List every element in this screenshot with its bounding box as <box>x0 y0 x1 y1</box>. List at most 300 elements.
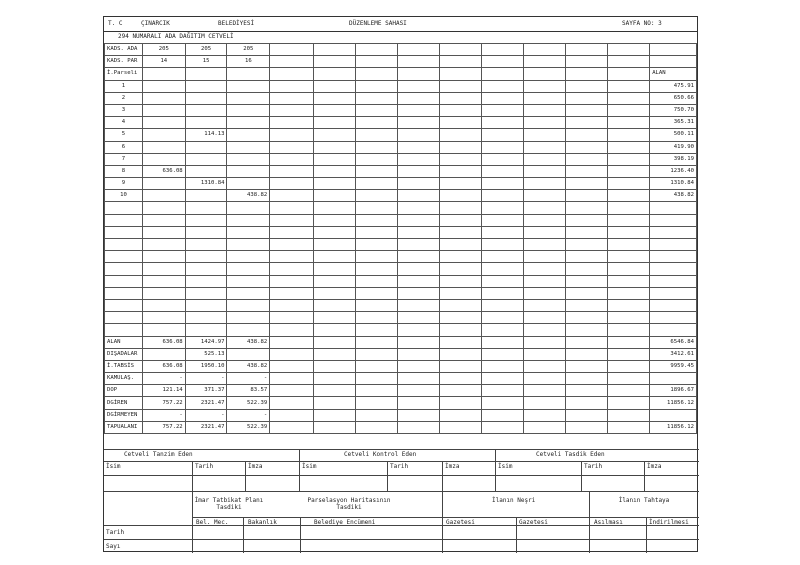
footer-rule <box>104 475 699 476</box>
empty-cell <box>185 324 227 336</box>
empty-cell <box>523 104 565 116</box>
footer-rule <box>300 517 301 553</box>
footer-rule <box>299 449 300 491</box>
empty-cell <box>439 56 481 68</box>
footer-rule <box>104 539 699 540</box>
empty-cell <box>356 104 397 116</box>
empty-cell <box>313 104 355 116</box>
empty-cell <box>607 153 649 165</box>
empty-cell <box>270 178 313 190</box>
summary-label: DGİREN <box>105 397 143 409</box>
empty-cell <box>397 202 439 214</box>
empty-cell <box>523 324 565 336</box>
parcel-row <box>105 92 697 104</box>
summary-value: - <box>185 373 227 385</box>
removal-label: İndirilmesi <box>649 519 689 526</box>
table-subheader <box>104 31 269 43</box>
kads-par-value: 14 <box>142 56 185 68</box>
empty-cell <box>397 239 439 251</box>
empty-cell <box>227 251 270 263</box>
empty-cell <box>566 336 607 348</box>
summary-total: 6546.84 <box>650 336 697 348</box>
empty-cell <box>439 385 481 397</box>
empty-cell <box>356 153 397 165</box>
table-title: 294 NUMARALI ADA DAĞITIM CETVELİ <box>118 33 234 40</box>
empty-cell <box>566 190 607 202</box>
summary-row <box>105 421 697 433</box>
footer-rule <box>192 461 193 491</box>
empty-cell <box>566 251 607 263</box>
footer-rule <box>192 517 699 518</box>
empty-cell <box>607 44 649 56</box>
empty-cell <box>185 214 227 226</box>
empty-cell <box>397 373 439 385</box>
empty-cell <box>270 214 313 226</box>
empty-cell <box>482 385 523 397</box>
parcel-row <box>105 153 697 165</box>
parcel-share <box>185 117 227 129</box>
empty-cell <box>270 104 313 116</box>
empty-cell <box>397 421 439 433</box>
empty-cell <box>227 68 270 80</box>
empty-row <box>105 226 697 238</box>
empty-cell <box>142 68 185 80</box>
summary-label: DIŞADALAR <box>105 348 143 360</box>
empty-row <box>105 239 697 251</box>
empty-cell <box>313 178 355 190</box>
empty-cell <box>356 324 397 336</box>
empty-cell <box>650 324 697 336</box>
empty-cell <box>607 348 649 360</box>
kads-ada-row <box>105 44 697 56</box>
empty-cell <box>607 397 649 409</box>
empty-cell <box>270 165 313 177</box>
summary-total: 1896.67 <box>650 385 697 397</box>
kads-par-label: KADS. PAR <box>105 56 143 68</box>
empty-cell <box>313 421 355 433</box>
empty-cell <box>439 68 481 80</box>
empty-cell <box>566 56 607 68</box>
empty-cell <box>482 92 523 104</box>
kads-ada-value: 205 <box>227 44 270 56</box>
empty-cell <box>482 275 523 287</box>
empty-cell <box>523 251 565 263</box>
empty-cell <box>523 373 565 385</box>
empty-cell <box>482 421 523 433</box>
empty-cell <box>397 324 439 336</box>
empty-cell <box>566 287 607 299</box>
parcel-header-row <box>105 68 697 80</box>
empty-cell <box>313 324 355 336</box>
footer-rule <box>104 491 699 492</box>
empty-cell <box>105 251 143 263</box>
empty-cell <box>523 68 565 80</box>
footer-rule <box>192 491 193 553</box>
empty-cell <box>650 287 697 299</box>
empty-cell <box>397 360 439 372</box>
empty-cell <box>270 129 313 141</box>
empty-cell <box>227 299 270 311</box>
empty-cell <box>482 178 523 190</box>
empty-cell <box>607 409 649 421</box>
empty-cell <box>356 92 397 104</box>
empty-cell <box>566 202 607 214</box>
empty-cell <box>356 68 397 80</box>
empty-cell <box>356 287 397 299</box>
empty-cell <box>397 287 439 299</box>
empty-cell <box>523 202 565 214</box>
header-tc: T. C <box>108 20 123 27</box>
empty-cell <box>313 56 355 68</box>
empty-cell <box>439 275 481 287</box>
empty-cell <box>523 299 565 311</box>
empty-cell <box>482 104 523 116</box>
empty-cell <box>482 80 523 92</box>
empty-cell <box>439 190 481 202</box>
parcel-share <box>185 92 227 104</box>
empty-cell <box>313 312 355 324</box>
parcel-area: 1236.40 <box>650 165 697 177</box>
summary-total: 3412.61 <box>650 348 697 360</box>
empty-cell <box>227 214 270 226</box>
empty-cell <box>607 421 649 433</box>
summary-value: 522.39 <box>227 397 270 409</box>
empty-cell <box>439 324 481 336</box>
summary-value: - <box>227 373 270 385</box>
signature-footer <box>104 449 697 553</box>
parcel-row <box>105 129 697 141</box>
empty-cell <box>523 214 565 226</box>
empty-cell <box>313 202 355 214</box>
empty-cell <box>356 397 397 409</box>
empty-cell <box>270 385 313 397</box>
empty-cell <box>607 251 649 263</box>
empty-cell <box>523 56 565 68</box>
empty-cell <box>523 360 565 372</box>
empty-cell <box>227 312 270 324</box>
parcel-share <box>142 104 185 116</box>
empty-cell <box>397 299 439 311</box>
empty-cell <box>439 104 481 116</box>
empty-cell <box>482 263 523 275</box>
empty-cell <box>566 129 607 141</box>
empty-cell <box>356 56 397 68</box>
empty-cell <box>607 190 649 202</box>
empty-cell <box>482 312 523 324</box>
empty-cell <box>270 117 313 129</box>
empty-cell <box>105 202 143 214</box>
empty-cell <box>523 421 565 433</box>
summary-value: 2321.47 <box>185 421 227 433</box>
empty-cell <box>607 312 649 324</box>
empty-row <box>105 299 697 311</box>
empty-cell <box>313 153 355 165</box>
summary-value: 522.39 <box>227 421 270 433</box>
empty-cell <box>105 226 143 238</box>
empty-cell <box>313 385 355 397</box>
empty-cell <box>270 44 313 56</box>
empty-cell <box>270 202 313 214</box>
header-area: DÜZENLEME SAHASI <box>349 20 407 27</box>
empty-cell <box>566 165 607 177</box>
empty-cell <box>397 214 439 226</box>
empty-cell <box>523 275 565 287</box>
summary-total <box>650 373 697 385</box>
empty-cell <box>270 68 313 80</box>
empty-cell <box>523 153 565 165</box>
empty-cell <box>439 92 481 104</box>
empty-cell <box>607 165 649 177</box>
parcel-share <box>142 178 185 190</box>
parcel-share <box>185 141 227 153</box>
empty-cell <box>566 80 607 92</box>
empty-cell <box>650 214 697 226</box>
footer-rule <box>387 461 388 491</box>
parcel-number: 5 <box>105 129 143 141</box>
date-label: Tarih <box>390 463 409 470</box>
empty-cell <box>566 360 607 372</box>
empty-cell <box>439 336 481 348</box>
empty-cell <box>650 299 697 311</box>
summary-row <box>105 397 697 409</box>
footer-rule <box>644 461 645 491</box>
empty-cell <box>105 214 143 226</box>
empty-cell <box>566 214 607 226</box>
empty-cell <box>313 239 355 251</box>
empty-cell <box>270 153 313 165</box>
empty-cell <box>313 336 355 348</box>
empty-cell <box>607 373 649 385</box>
parcel-share <box>185 165 227 177</box>
municipal-council-label: Bel. Mec. <box>196 519 229 526</box>
summary-value: 83.57 <box>227 385 270 397</box>
empty-cell <box>142 239 185 251</box>
empty-cell <box>397 226 439 238</box>
parcel-header-label: İ.Parseli <box>105 68 143 80</box>
empty-cell <box>482 299 523 311</box>
empty-cell <box>185 299 227 311</box>
parcel-share <box>185 190 227 202</box>
parcel-row <box>105 104 697 116</box>
empty-cell <box>482 226 523 238</box>
empty-cell <box>523 312 565 324</box>
empty-cell <box>142 263 185 275</box>
empty-cell <box>397 56 439 68</box>
empty-cell <box>356 251 397 263</box>
empty-cell <box>270 275 313 287</box>
empty-cell <box>356 409 397 421</box>
parcel-area: 438.82 <box>650 190 697 202</box>
empty-cell <box>356 385 397 397</box>
empty-cell <box>439 165 481 177</box>
empty-cell <box>523 348 565 360</box>
empty-cell <box>397 178 439 190</box>
empty-cell <box>482 360 523 372</box>
empty-cell <box>607 275 649 287</box>
empty-cell <box>105 275 143 287</box>
empty-cell <box>523 409 565 421</box>
parcel-row <box>105 117 697 129</box>
header-municipality: BELEDİYESİ <box>218 20 255 27</box>
parcel-share: 114.13 <box>185 129 227 141</box>
summary-value: - <box>227 409 270 421</box>
empty-cell <box>566 409 607 421</box>
empty-cell <box>482 44 523 56</box>
parcel-area: 650.66 <box>650 92 697 104</box>
empty-cell <box>523 117 565 129</box>
empty-cell <box>607 104 649 116</box>
empty-cell <box>523 263 565 275</box>
empty-cell <box>482 287 523 299</box>
empty-cell <box>439 373 481 385</box>
empty-cell <box>650 251 697 263</box>
empty-cell <box>482 68 523 80</box>
empty-cell <box>650 312 697 324</box>
empty-cell <box>313 80 355 92</box>
empty-cell <box>356 348 397 360</box>
empty-cell <box>313 129 355 141</box>
empty-cell <box>397 409 439 421</box>
kads-ada-value: 205 <box>142 44 185 56</box>
empty-cell <box>397 104 439 116</box>
empty-cell <box>356 214 397 226</box>
empty-cell <box>356 226 397 238</box>
empty-cell <box>607 360 649 372</box>
empty-cell <box>566 348 607 360</box>
empty-cell <box>439 299 481 311</box>
parcel-share <box>227 178 270 190</box>
empty-cell <box>566 104 607 116</box>
empty-cell <box>397 397 439 409</box>
empty-cell <box>270 324 313 336</box>
empty-cell <box>566 117 607 129</box>
empty-cell <box>270 312 313 324</box>
empty-cell <box>482 153 523 165</box>
empty-cell <box>313 226 355 238</box>
signature-label: İmza <box>445 463 460 470</box>
empty-cell <box>227 202 270 214</box>
empty-cell <box>356 360 397 372</box>
empty-row <box>105 263 697 275</box>
parcel-row <box>105 141 697 153</box>
empty-cell <box>482 117 523 129</box>
empty-cell <box>313 44 355 56</box>
empty-cell <box>523 190 565 202</box>
empty-cell <box>270 409 313 421</box>
empty-cell <box>566 239 607 251</box>
empty-cell <box>185 251 227 263</box>
summary-value: 1950.10 <box>185 360 227 372</box>
summary-value <box>227 348 270 360</box>
empty-cell <box>270 299 313 311</box>
empty-cell <box>482 202 523 214</box>
summary-label: DOP <box>105 385 143 397</box>
empty-cell <box>650 275 697 287</box>
empty-cell <box>397 190 439 202</box>
empty-cell <box>313 141 355 153</box>
empty-cell <box>607 239 649 251</box>
parcel-share <box>227 80 270 92</box>
empty-cell <box>523 178 565 190</box>
empty-cell <box>523 397 565 409</box>
summary-row <box>105 348 697 360</box>
empty-cell <box>313 299 355 311</box>
empty-cell <box>439 263 481 275</box>
empty-cell <box>356 44 397 56</box>
empty-cell <box>439 178 481 190</box>
empty-cell <box>397 92 439 104</box>
summary-value: 757.22 <box>142 397 185 409</box>
summary-value: - <box>142 373 185 385</box>
empty-cell <box>439 360 481 372</box>
empty-cell <box>439 287 481 299</box>
summary-total: 11856.12 <box>650 421 697 433</box>
empty-cell <box>566 68 607 80</box>
empty-cell <box>566 263 607 275</box>
empty-cell <box>439 239 481 251</box>
empty-cell <box>439 312 481 324</box>
empty-cell <box>313 348 355 360</box>
empty-cell <box>142 287 185 299</box>
empty-cell <box>185 226 227 238</box>
empty-cell <box>397 251 439 263</box>
empty-cell <box>607 68 649 80</box>
empty-cell <box>607 92 649 104</box>
empty-cell <box>356 178 397 190</box>
empty-cell <box>523 336 565 348</box>
zoning-plan-approval-label: İmar Tatbikat Planı Tasdiki <box>194 497 264 511</box>
empty-cell <box>439 80 481 92</box>
empty-cell <box>356 129 397 141</box>
parcel-area: 419.90 <box>650 141 697 153</box>
header-town: ÇINARCIK <box>141 20 170 27</box>
parcel-share <box>142 117 185 129</box>
empty-cell <box>270 251 313 263</box>
empty-cell <box>523 129 565 141</box>
empty-cell <box>439 153 481 165</box>
empty-cell <box>105 263 143 275</box>
empty-row <box>105 324 697 336</box>
empty-cell <box>439 214 481 226</box>
empty-cell <box>270 80 313 92</box>
empty-cell <box>270 397 313 409</box>
empty-cell <box>482 373 523 385</box>
empty-cell <box>607 178 649 190</box>
empty-cell <box>650 263 697 275</box>
empty-cell <box>185 239 227 251</box>
empty-cell <box>439 141 481 153</box>
parcel-share: 438.82 <box>227 190 270 202</box>
summary-value <box>142 348 185 360</box>
empty-cell <box>270 239 313 251</box>
kads-par-row <box>105 56 697 68</box>
checked-by-title: Cetveli Kontrol Eden <box>344 451 417 458</box>
empty-cell <box>439 397 481 409</box>
empty-cell <box>397 263 439 275</box>
empty-cell <box>185 312 227 324</box>
empty-cell <box>227 275 270 287</box>
empty-cell <box>566 324 607 336</box>
parcel-area: 500.11 <box>650 129 697 141</box>
summary-value: 525.13 <box>185 348 227 360</box>
empty-cell <box>185 263 227 275</box>
parcel-share <box>227 153 270 165</box>
empty-cell <box>185 202 227 214</box>
approved-by-title: Cetveli Tasdik Eden <box>536 451 605 458</box>
footer-date-row-label: Tarih <box>106 529 125 536</box>
empty-cell <box>397 165 439 177</box>
summary-value: 121.14 <box>142 385 185 397</box>
